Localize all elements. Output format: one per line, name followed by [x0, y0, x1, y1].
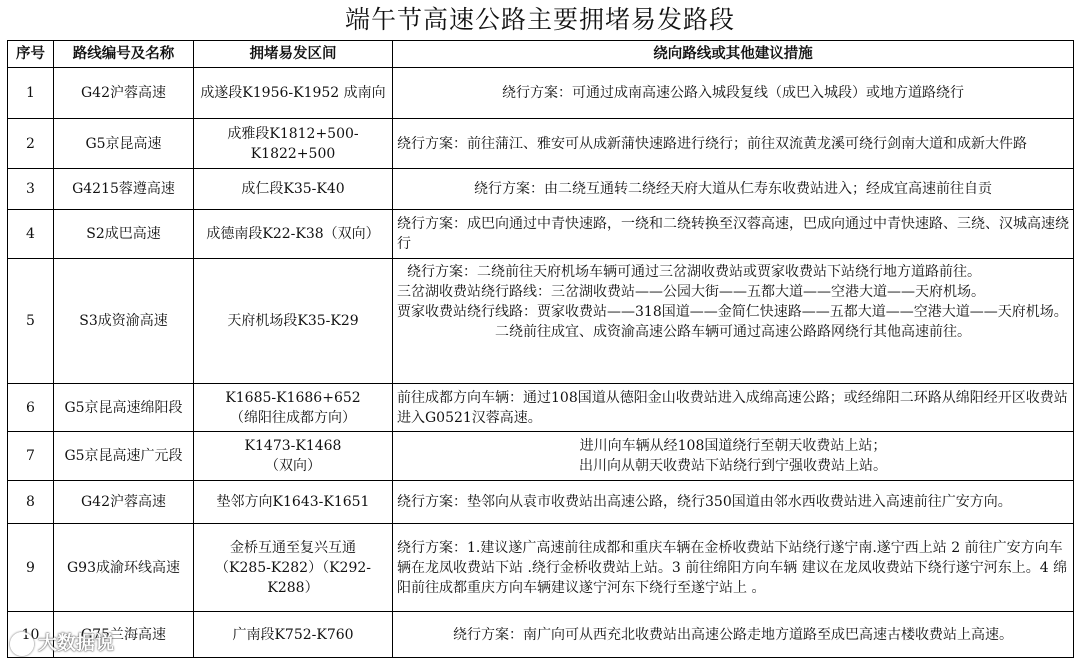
row-route: G42沪蓉高速: [54, 481, 194, 524]
row-no: 2: [8, 119, 54, 169]
advice-line: 出川向从朝天收费站下站绕行到宁强收费站上站。: [579, 458, 887, 474]
watermark-text: 大数据说: [38, 632, 115, 654]
section-line: K1473-K1468: [244, 438, 342, 454]
table-header-row: [8, 41, 1074, 68]
row-advice: 绕行方案：可通过成南高速公路入城段复线（成巴入城段）或地方道路绕行: [393, 68, 1074, 119]
row-no: 4: [8, 210, 54, 259]
page-title: 端午节高速公路主要拥堵易发路段: [344, 5, 735, 34]
row-no: 3: [8, 169, 54, 210]
row-no: 8: [8, 481, 54, 524]
table-row: [8, 68, 1074, 119]
advice-line: 绕行方案：二绕前往天府机场车辆可通过三岔湖收费站或贾家收费站下站绕行地方道路前往。: [407, 264, 981, 280]
row-section: [194, 384, 393, 432]
row-section: 成雅段K1812+500-K1822+500: [194, 119, 393, 169]
row-route: S3成资渝高速: [54, 259, 194, 384]
row-route: S2成巴高速: [54, 210, 194, 259]
row-no: 5: [8, 259, 54, 384]
row-no: 9: [8, 524, 54, 612]
advice-line: 进川向车辆从经108国道绕行至朝天收费站上站；: [579, 438, 887, 454]
row-section: 垫邻方向K1643-K1651: [194, 481, 393, 524]
watermark-logo: [10, 628, 114, 656]
header-advice: 绕向路线或其他建议措施: [393, 41, 1074, 68]
row-route: G42沪蓉高速: [54, 68, 194, 119]
row-route: G4215蓉遵高速: [54, 169, 194, 210]
section-line: （双向）: [265, 458, 321, 474]
table-row: [8, 524, 1074, 612]
row-no: 6: [8, 384, 54, 432]
congestion-table: [7, 40, 1074, 658]
row-no: 10: [8, 612, 54, 658]
section-line: K1685-K1686+652: [225, 389, 361, 406]
row-section: 成德南段K22-K38（双向）: [194, 210, 393, 259]
row-advice: [393, 259, 1074, 384]
weibo-icon: [10, 632, 34, 656]
table-row: [8, 210, 1074, 259]
header-route: 路线编号及名称: [54, 41, 194, 68]
advice-line: 贾家收费站绕行线路：贾家收费站——318国道——金简仁快速路——五都大道——空港大道——天府机场。: [397, 304, 1068, 320]
row-advice: 绕行方案：成巴向通过中青快速路，一绕和二绕转换至汉蓉高速，巴成向通过中青快速路、三绕、汉城高速绕行: [393, 210, 1074, 259]
row-advice: 绕行方案：垫邻向从袁市收费站出高速公路，绕行350国道由邻水西收费站进入高速前往广安方向。: [393, 481, 1074, 524]
table-row: [8, 432, 1074, 481]
table-row: [8, 259, 1074, 384]
table-row: [8, 481, 1074, 524]
row-route: G5京昆高速广元段: [54, 432, 194, 481]
section-line: 金桥互通至复兴互通: [230, 539, 356, 556]
row-no: 1: [8, 68, 54, 119]
row-advice: 绕行方案：1.建议遂广高速前往成都和重庆车辆在金桥收费站下站绕行遂宁南.遂宁西上站 2 前往广安方向车辆在龙凤收费站下站 .绕行金桥收费站上站。3 前往绵阳方向车辆 建议在龙凤收费站下绕行遂宁河东上。4 绵阳前往成都重庆方向车辆建议遂宁河东下绕行至遂宁站上 。: [393, 524, 1074, 612]
row-advice: 绕行方案：南广向可从西充北收费站出高速公路走地方道路至成巴高速古楼收费站上高速。: [393, 612, 1074, 658]
row-section: 天府机场段K35-K29: [194, 259, 393, 384]
advice-line: 二绕前往成宜、成资渝高速公路车辆可通过高速公路路网绕行其他高速前往。: [495, 324, 971, 340]
header-section: 拥堵易发区间: [194, 41, 393, 68]
advice-line: 三岔湖收费站绕行路线：三岔湖收费站——公园大街——五都大道——空港大道——天府机场。: [397, 284, 985, 300]
row-advice: 绕行方案：由二绕互通转二绕经天府大道从仁寿东收费站进入；经成宜高速前往自贡: [393, 169, 1074, 210]
row-no: 7: [8, 432, 54, 481]
row-route: G93成渝环线高速: [54, 524, 194, 612]
row-section: 广南段K752-K760: [194, 612, 393, 658]
row-section: 成遂段K1956-K1952 成南向: [194, 68, 393, 119]
table-row: [8, 169, 1074, 210]
header-no: 序号: [8, 41, 54, 68]
row-advice: [393, 432, 1074, 481]
row-advice: 绕行方案：前往蒲江、雅安可从成新蒲快速路进行绕行；前往双流黄龙溪可绕行剑南大道和成新大件路: [393, 119, 1074, 169]
section-line: （绵阳往成都方向）: [230, 409, 356, 426]
row-advice: 前往成都方向车辆：通过108国道从德阳金山收费站进入成绵高速公路；或经绵阳二环路从绵阳经开区收费站进入G0521汉蓉高速。: [393, 384, 1074, 432]
row-section: 成仁段K35-K40: [194, 169, 393, 210]
table-row: [8, 119, 1074, 169]
row-route: G75兰海高速: [54, 612, 194, 658]
table-row: [8, 384, 1074, 432]
row-route: G5京昆高速绵阳段: [54, 384, 194, 432]
table-row: [8, 612, 1074, 658]
section-line: （K285-K282）（K292-K288）: [214, 559, 371, 596]
row-section: [194, 524, 393, 612]
row-section: [194, 432, 393, 481]
row-route: G5京昆高速: [54, 119, 194, 169]
